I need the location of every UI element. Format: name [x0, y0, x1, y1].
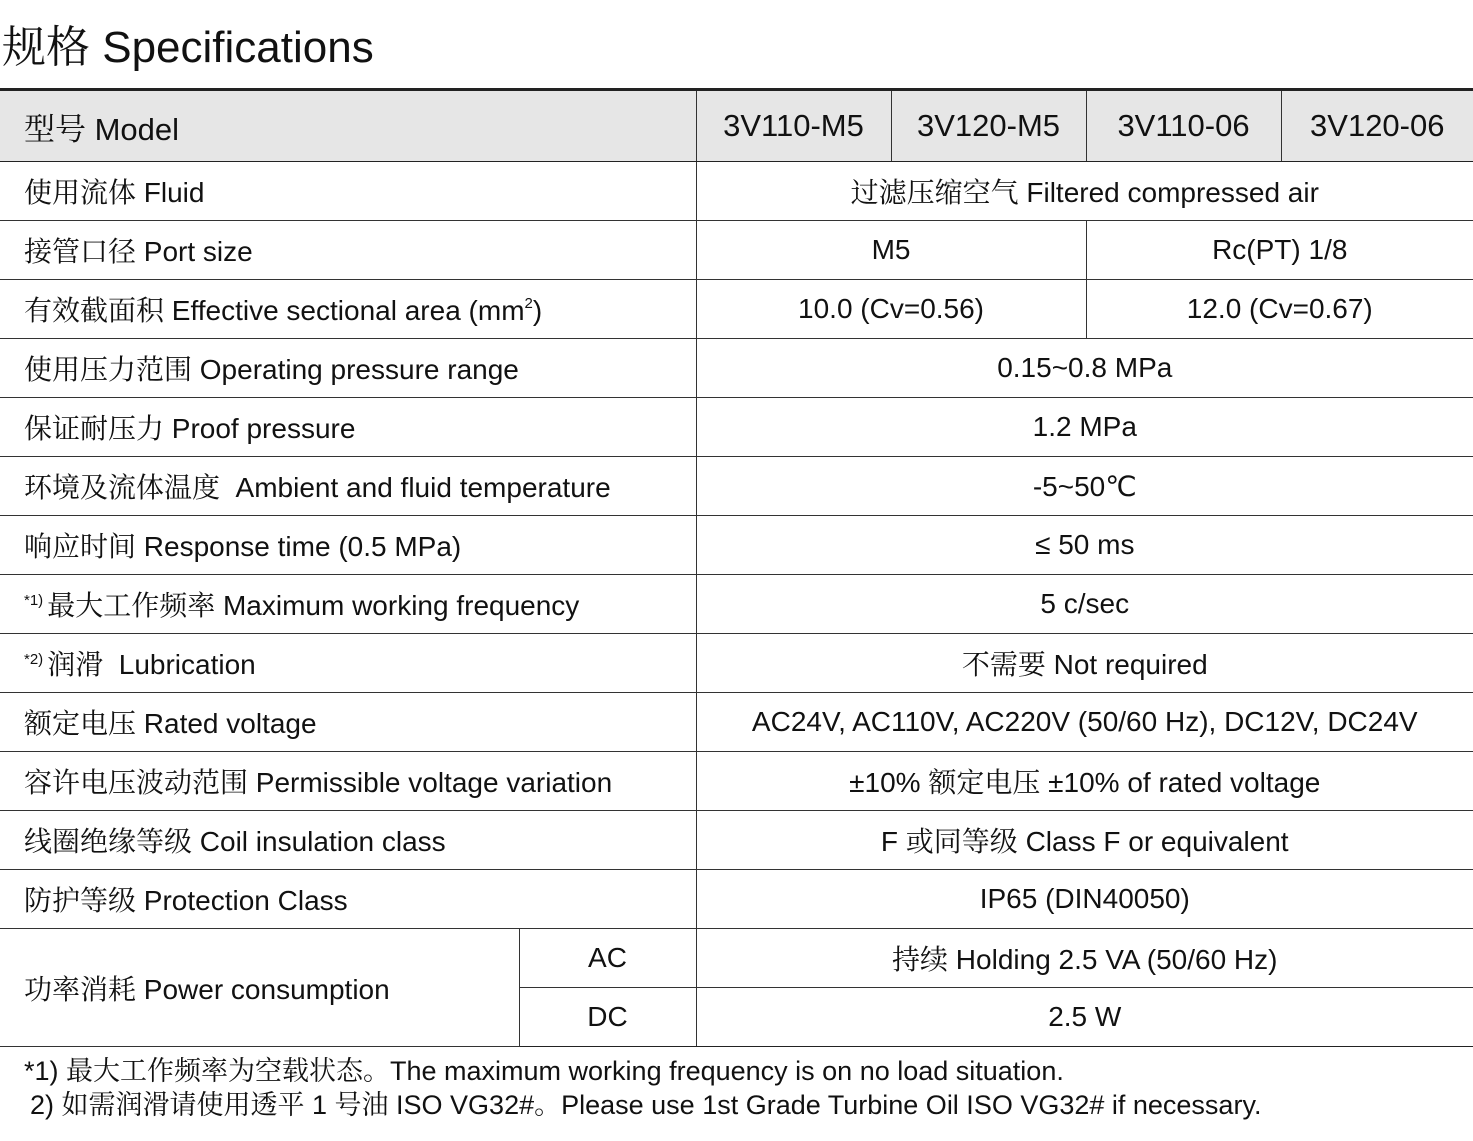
model-3v120-m5: 3V120-M5: [891, 90, 1086, 162]
row-effective-area: [0, 280, 1473, 339]
power-ac-label: AC: [519, 929, 696, 988]
footnote-mark-2: *2): [24, 651, 44, 668]
coil-insulation-value: F 或同等级 Class F or equivalent: [696, 811, 1473, 870]
row-voltage-variation: [0, 752, 1473, 811]
model-header-row: [0, 90, 1473, 162]
max-frequency-value: 5 c/sec: [696, 575, 1473, 634]
row-operating-pressure: [0, 339, 1473, 398]
proof-pressure-label: 保证耐压力 Proof pressure: [0, 398, 696, 457]
port-size-label: 接管口径 Port size: [0, 221, 696, 280]
temperature-label: 环境及流体温度 Ambient and fluid temperature: [0, 457, 696, 516]
fluid-value: 过滤压缩空气 Filtered compressed air: [696, 162, 1473, 221]
max-frequency-label: $^{*1)}$ 最大工作频率 Maximum working frequency: [0, 575, 696, 634]
page-title: 规格 Specifications: [2, 23, 374, 72]
row-protection-class: [0, 870, 1473, 929]
response-time-label: 响应时间 Response time (0.5 MPa): [0, 516, 696, 575]
footnote-1: *1) 最大工作频率为空载状态。The maximum working frequency is on no load situation.: [24, 1056, 1064, 1086]
row-max-frequency: [0, 575, 1473, 634]
power-dc-label: DC: [519, 988, 696, 1047]
footnotes: [24, 1054, 1261, 1122]
power-consumption-label: 功率消耗 Power consumption: [0, 929, 519, 1047]
effective-area-label: 有效截面积 Effective sectional area $(mm^2)$: [0, 280, 696, 339]
model-3v110-m5: 3V110-M5: [696, 90, 891, 162]
footnote-mark-1: *1): [24, 592, 44, 609]
model-label: 型号 Model: [0, 90, 696, 162]
row-response-time: [0, 516, 1473, 575]
fluid-label: 使用流体 Fluid: [0, 162, 696, 221]
lubrication-value: 不需要 Not required: [696, 634, 1473, 693]
voltage-variation-label: 容许电压波动范围 Permissible voltage variation: [0, 752, 696, 811]
row-rated-voltage: [0, 693, 1473, 752]
operating-pressure-label: 使用压力范围 Operating pressure range: [0, 339, 696, 398]
proof-pressure-value: 1.2 MPa: [696, 398, 1473, 457]
effective-area-m5-value: 10.0 (Cv=0.56): [696, 280, 1086, 339]
port-size-m5-value: M5: [696, 221, 1086, 280]
operating-pressure-value: 0.15~0.8 MPa: [696, 339, 1473, 398]
temperature-value: -5~50℃: [696, 457, 1473, 516]
model-3v110-06: 3V110-06: [1086, 90, 1281, 162]
rated-voltage-label: 额定电压 Rated voltage: [0, 693, 696, 752]
power-ac-value: 持续 Holding 2.5 VA (50/60 Hz): [696, 929, 1473, 988]
row-lubrication: [0, 634, 1473, 693]
voltage-variation-value: ±10% 额定电压 ±10% of rated voltage: [696, 752, 1473, 811]
row-fluid: [0, 162, 1473, 221]
row-coil-insulation: [0, 811, 1473, 870]
row-temperature: [0, 457, 1473, 516]
protection-class-label: 防护等级 Protection Class: [0, 870, 696, 929]
effective-area-06-value: 12.0 (Cv=0.67): [1086, 280, 1473, 339]
rated-voltage-value: AC24V, AC110V, AC220V (50/60 Hz), DC12V, DC24V: [696, 693, 1473, 752]
model-3v120-06: 3V120-06: [1281, 90, 1473, 162]
lubrication-label: $^{*2)}$ 润滑 Lubrication: [0, 634, 696, 693]
response-time-value: ≤ 50 ms: [696, 516, 1473, 575]
specifications-table: [0, 88, 1473, 1047]
coil-insulation-label: 线圈绝缘等级 Coil insulation class: [0, 811, 696, 870]
row-port-size: [0, 221, 1473, 280]
row-proof-pressure: [0, 398, 1473, 457]
area-unit-superscript: 2: [524, 295, 533, 312]
row-power-ac: [0, 929, 1473, 988]
protection-class-value: IP65 (DIN40050): [696, 870, 1473, 929]
port-size-06-value: Rc(PT) 1/8: [1086, 221, 1473, 280]
footnote-2: 2) 如需润滑请使用透平 1 号油 ISO VG32#。Please use 1st Grade Turbine Oil ISO VG32# if necessary.: [30, 1090, 1262, 1120]
power-dc-value: 2.5 W: [696, 988, 1473, 1047]
